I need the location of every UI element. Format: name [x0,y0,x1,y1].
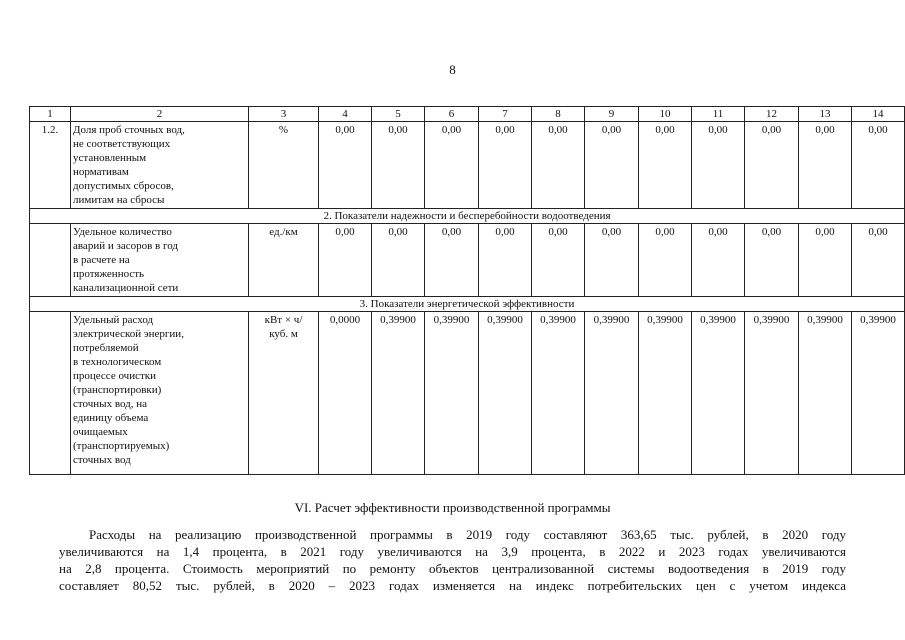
page-number: 8 [449,62,456,77]
indicator-name-line: в технологическом [73,356,162,368]
unit-line: % [278,124,289,136]
column-header: 2 [71,107,249,122]
unit-line: куб. м [269,328,298,340]
paragraph-line: увеличиваются на 1,4 процента, в 2021 году увеличиваются на 3,9 процента, в 2022 и 2023 годах увеличиваются [59,544,846,559]
indicator-name-line: установленным [73,152,147,164]
section-title: VI. Расчет эффективности производственной программы [294,500,611,515]
section-row [30,209,905,224]
row-number [30,224,71,297]
value-cell: 0,39900 [692,312,745,475]
column-header: 9 [585,107,639,122]
indicator-name-line: Доля проб сточных вод, [73,124,185,136]
column-header: 3 [249,107,319,122]
value-cell: 0,39900 [372,312,425,475]
value-cell: 0,00 [372,122,425,209]
column-header: 11 [692,107,745,122]
unit-line: кВт × ч/ [264,314,303,326]
value-cell: 0,39900 [799,312,852,475]
value-cell: 0,00 [479,224,532,297]
value-cell: 0,00 [639,122,692,209]
section-heading: 2. Показатели надежности и бесперебойности водоотведения [30,209,905,224]
value-cell: 0,00 [692,224,745,297]
row-number: 1.2. [30,122,71,209]
unit [249,312,319,475]
table-row [30,122,905,209]
column-header: 5 [372,107,425,122]
indicator-name-line: Удельное количество [73,226,172,238]
indicator-name-line: (транспортировки) [73,384,162,396]
section-heading: 3. Показатели энергетической эффективности [30,297,905,312]
value-cell: 0,39900 [532,312,585,475]
paragraph-line: Расходы на реализацию производственной программы в 2019 году составляют 363,65 тыс. рублей, в 2020 году [89,527,846,542]
value-cell: 0,39900 [479,312,532,475]
value-cell: 0,39900 [425,312,479,475]
value-cell: 0,00 [585,224,639,297]
value-cell: 0,39900 [639,312,692,475]
indicators-table [29,106,905,475]
value-cell: 0,00 [319,224,372,297]
indicator-name-line: допустимых сбросов, [73,180,174,192]
column-header: 8 [532,107,585,122]
section-row [30,297,905,312]
value-cell: 0,00 [479,122,532,209]
value-cell: 0,00 [852,224,905,297]
value-cell: 0,00 [692,122,745,209]
value-cell: 0,00 [852,122,905,209]
body-paragraph [59,526,846,594]
indicator-name-line: нормативам [73,166,129,178]
value-cell: 0,00 [799,122,852,209]
value-cell: 0,00 [745,122,799,209]
indicator-name [71,224,249,297]
column-header: 4 [319,107,372,122]
table-header-row [30,107,905,122]
table-row [30,224,905,297]
column-header: 6 [425,107,479,122]
value-cell: 0,00 [425,122,479,209]
indicator-name-line: лимитам на сбросы [73,194,165,206]
table-row [30,312,905,475]
value-cell: 0,00 [799,224,852,297]
indicator-name-line: Удельный расход [73,314,154,326]
unit [249,224,319,297]
indicator-name [71,122,249,209]
paragraph-line: на 2,8 процента. Стоимость мероприятий по ремонту объектов централизованной системы водоотведения в 2019 году [59,561,846,576]
value-cell: 0,00 [639,224,692,297]
value-cell: 0,39900 [585,312,639,475]
paragraph-line: составляет 80,52 тыс. рублей, в 2020 – 2023 годах изменяется на индекс потребительских цен с учетом индекса [59,578,846,593]
value-cell: 0,00 [532,122,585,209]
value-cell: 0,00 [319,122,372,209]
indicator-name-line: (транспортируемых) [73,440,170,452]
value-cell: 0,39900 [852,312,905,475]
unit-line: ед./км [269,226,298,238]
value-cell: 0,39900 [745,312,799,475]
column-header: 14 [852,107,905,122]
indicator-name-line: процессе очистки [73,370,157,382]
indicator-name-line: очищаемых [73,426,128,438]
indicator-name-line: протяженность [73,268,145,280]
value-cell: 0,00 [745,224,799,297]
unit [249,122,319,209]
indicator-name-line: аварий и засоров в год [73,240,178,252]
column-header: 1 [30,107,71,122]
indicator-name-line: в расчете на [73,254,130,266]
row-number [30,312,71,475]
column-header: 13 [799,107,852,122]
value-cell: 0,00 [372,224,425,297]
column-header: 10 [639,107,692,122]
value-cell: 0,00 [585,122,639,209]
indicator-name-line: электрической энергии, [73,328,184,340]
indicator-name [71,312,249,475]
indicator-name-line: сточных вод [73,454,131,466]
indicator-name-line: канализационной сети [73,282,179,294]
indicator-name-line: потребляемой [73,342,139,354]
value-cell: 0,00 [532,224,585,297]
indicator-name-line: единицу объема [73,412,149,424]
value-cell: 0,00 [425,224,479,297]
value-cell: 0,0000 [319,312,372,475]
indicator-name-line: не соответствующих [73,138,171,150]
column-header: 7 [479,107,532,122]
indicator-name-line: сточных вод, на [73,398,147,410]
column-header: 12 [745,107,799,122]
